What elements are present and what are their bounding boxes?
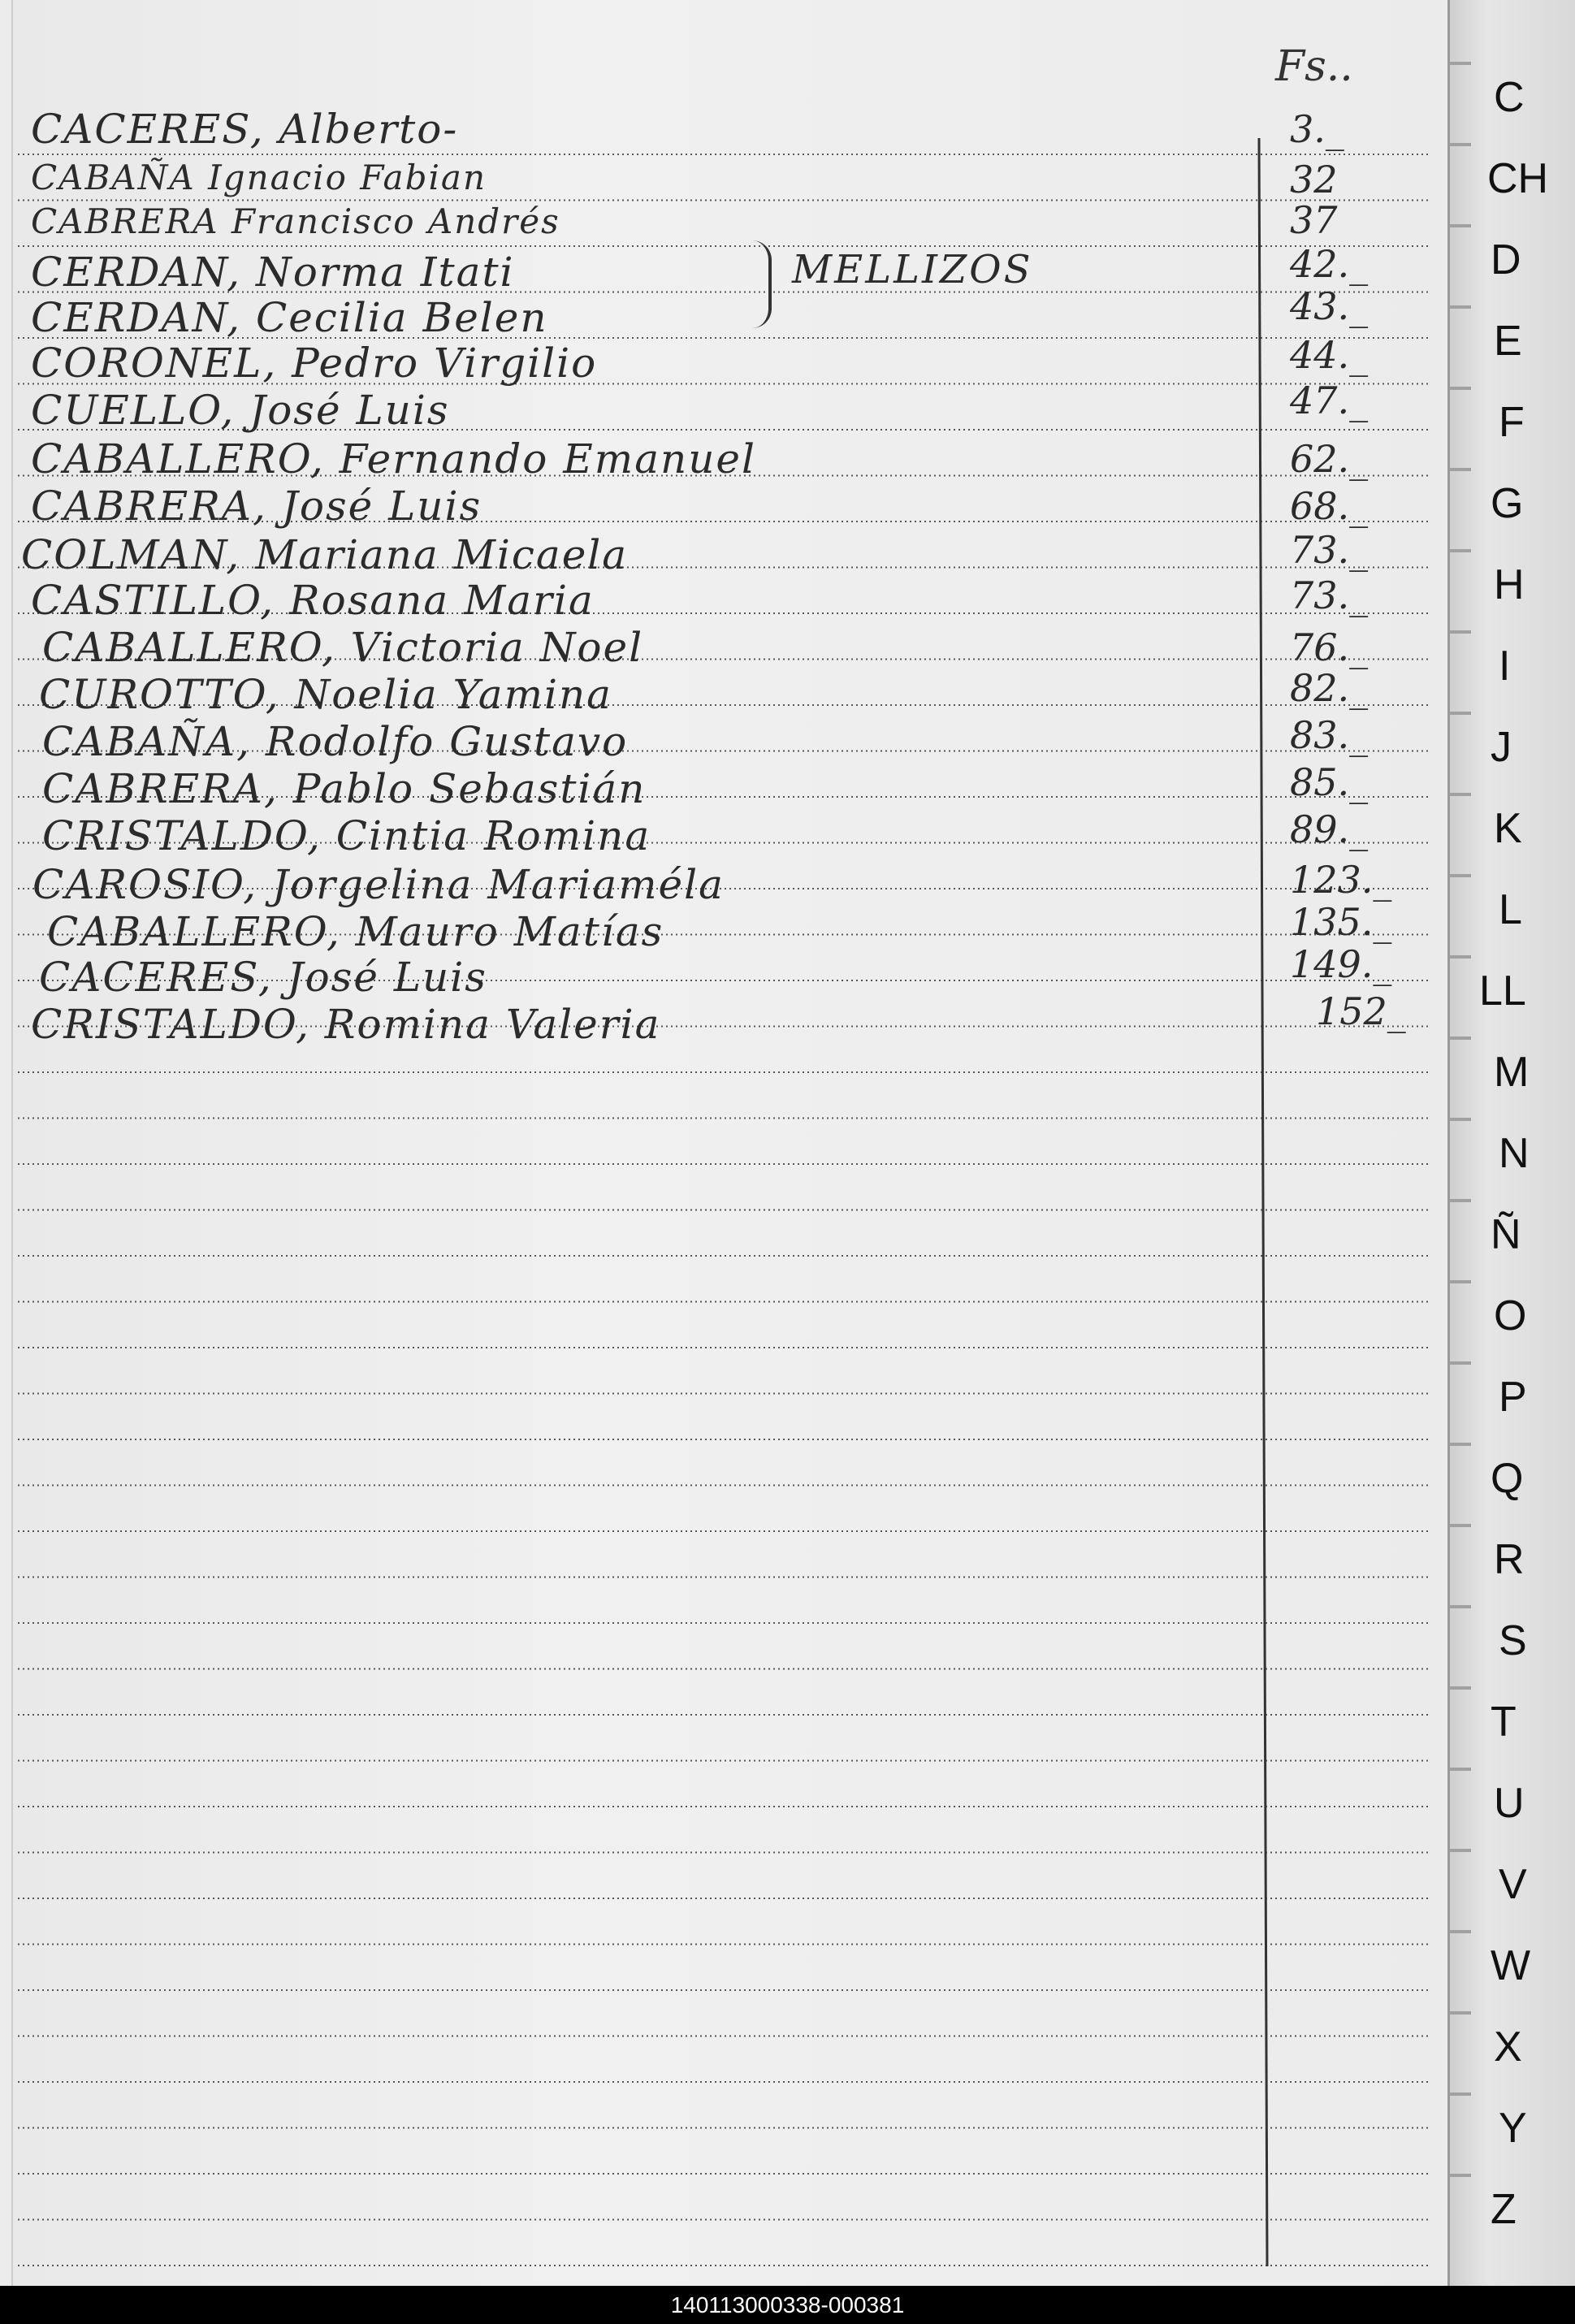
twins-annotation: MELLIZOS (792, 247, 1033, 292)
entry-folio: 37 (1290, 198, 1338, 242)
tab-divider (1450, 143, 1471, 146)
index-tab-l[interactable]: L (1499, 886, 1522, 933)
index-tab-u[interactable]: U (1494, 1780, 1525, 1827)
index-tab-c[interactable]: C (1494, 74, 1525, 121)
tab-divider (1450, 2092, 1471, 2096)
index-tab-y[interactable]: Y (1499, 2105, 1527, 2152)
entry-name: CABALLERO, Fernando Emanuel (31, 435, 756, 483)
tab-divider (1450, 1930, 1471, 1933)
entry-name: CABRERA, José Luis (31, 483, 482, 530)
entry-folio: 47._ (1290, 379, 1369, 422)
entry-name: CERDAN, Cecilia Belen (31, 294, 548, 341)
entry-folio: 85._ (1290, 760, 1369, 804)
entry-name: CABRERA, Pablo Sebastián (42, 765, 647, 812)
entry-name: CUROTTO, Noelia Yamina (39, 671, 612, 718)
entry-folio: 149._ (1290, 942, 1392, 986)
entry-folio: 44._ (1290, 333, 1369, 377)
tab-divider (1450, 874, 1471, 877)
index-tab-h[interactable]: H (1494, 561, 1525, 608)
tab-divider (1450, 1118, 1471, 1121)
entry-name: CRISTALDO, Romina Valeria (31, 1001, 661, 1048)
index-tab-g[interactable]: G (1491, 480, 1524, 527)
tab-divider (1450, 1361, 1471, 1365)
entry-folio: 32 (1290, 158, 1338, 201)
entry-name: CAROSIO, Jorgelina Mariaméla (32, 861, 725, 908)
entry-folio: 62._ (1290, 437, 1369, 481)
tab-divider (1450, 62, 1471, 65)
tab-divider (1450, 2011, 1471, 2015)
index-tab-e[interactable]: E (1494, 318, 1522, 365)
tab-divider (1450, 387, 1471, 390)
entry-name: CUELLO, José Luis (31, 387, 450, 434)
index-tab-o[interactable]: O (1494, 1292, 1527, 1339)
alphabetical-index-tabs (1447, 0, 1575, 2286)
entry-name: CABRERA Francisco Andrés (31, 201, 560, 241)
tab-divider (1450, 1524, 1471, 1527)
entry-name: CACERES, José Luis (39, 954, 487, 1001)
entry-folio: 89._ (1290, 807, 1369, 851)
index-tab-x[interactable]: X (1494, 2023, 1522, 2071)
entry-folio: 3._ (1290, 107, 1344, 151)
tab-divider (1450, 1768, 1471, 1771)
entry-name: CABAÑA, Rodolfo Gustavo (42, 718, 629, 765)
tab-divider (1450, 1686, 1471, 1690)
entry-name: CERDAN, Norma Itati (31, 249, 515, 296)
entry-folio: 73._ (1290, 573, 1369, 617)
entry-folio: 76._ (1290, 625, 1369, 669)
index-tab-r[interactable]: R (1494, 1536, 1525, 1583)
entry-folio: 42._ (1290, 242, 1369, 286)
index-tab-m[interactable]: M (1494, 1049, 1530, 1096)
index-tab-ch[interactable]: CH (1487, 155, 1549, 202)
twins-brace (752, 240, 772, 328)
tab-divider (1450, 549, 1471, 552)
tab-divider (1450, 224, 1471, 227)
tab-divider (1450, 955, 1471, 959)
index-tab-j[interactable]: J (1491, 724, 1512, 771)
entry-folio: 73._ (1290, 528, 1369, 572)
index-tab-v[interactable]: V (1499, 1861, 1527, 1908)
index-tab-f[interactable]: F (1499, 399, 1525, 446)
entry-name: COLMAN, Mariana Micaela (21, 531, 629, 578)
tab-divider (1450, 1280, 1471, 1283)
tab-divider (1450, 305, 1471, 309)
scan-footer (0, 2286, 1575, 2324)
index-tab-s[interactable]: S (1499, 1617, 1527, 1664)
entry-name: CASTILLO, Rosana Maria (31, 577, 595, 624)
entry-folio: 83._ (1290, 713, 1369, 757)
tab-divider (1450, 1036, 1471, 1040)
index-tab-t[interactable]: T (1491, 1699, 1517, 1746)
tab-divider (1450, 793, 1471, 796)
entry-name: CABALLERO, Victoria Noel (42, 624, 644, 671)
tab-divider (1450, 712, 1471, 715)
tab-divider (1450, 630, 1471, 634)
tab-divider (1450, 468, 1471, 471)
entry-folio: 135._ (1290, 900, 1392, 944)
entry-name: CABALLERO, Mauro Matías (47, 908, 664, 955)
index-tab-d[interactable]: D (1491, 236, 1521, 283)
index-tab-ñ[interactable]: Ñ (1491, 1211, 1521, 1258)
entry-folio: 68._ (1290, 484, 1369, 528)
index-tab-n[interactable]: N (1499, 1130, 1530, 1177)
entry-list (0, 0, 1575, 1056)
index-tab-ll[interactable]: LL (1479, 967, 1526, 1015)
tab-divider (1450, 1849, 1471, 1852)
index-tab-z[interactable]: Z (1491, 2186, 1517, 2233)
index-tab-w[interactable]: W (1491, 1942, 1531, 1989)
document-id: 140113000338-000381 (670, 2292, 905, 2318)
tab-divider (1450, 1443, 1471, 1446)
index-tab-q[interactable]: Q (1491, 1455, 1524, 1502)
tab-divider (1450, 2174, 1471, 2177)
entry-folio: 123._ (1290, 858, 1392, 902)
entry-name: CRISTALDO, Cintia Romina (42, 812, 651, 859)
index-tab-p[interactable]: P (1499, 1374, 1527, 1421)
entry-name: CORONEL, Pedro Virgilio (31, 340, 598, 387)
index-tab-i[interactable]: I (1499, 643, 1511, 690)
tab-divider (1450, 1199, 1471, 1202)
entry-name: CABAÑA Ignacio Fabian (31, 158, 487, 197)
tab-divider (1450, 1605, 1471, 1608)
entry-folio: 82._ (1290, 666, 1369, 710)
entry-folio: 43._ (1290, 284, 1369, 328)
index-tab-k[interactable]: K (1494, 805, 1522, 852)
entry-folio: 152_ (1316, 989, 1406, 1033)
folio-column-header: Fs.. (1275, 42, 1353, 91)
entry-name: CACERES, Alberto- (31, 106, 459, 153)
